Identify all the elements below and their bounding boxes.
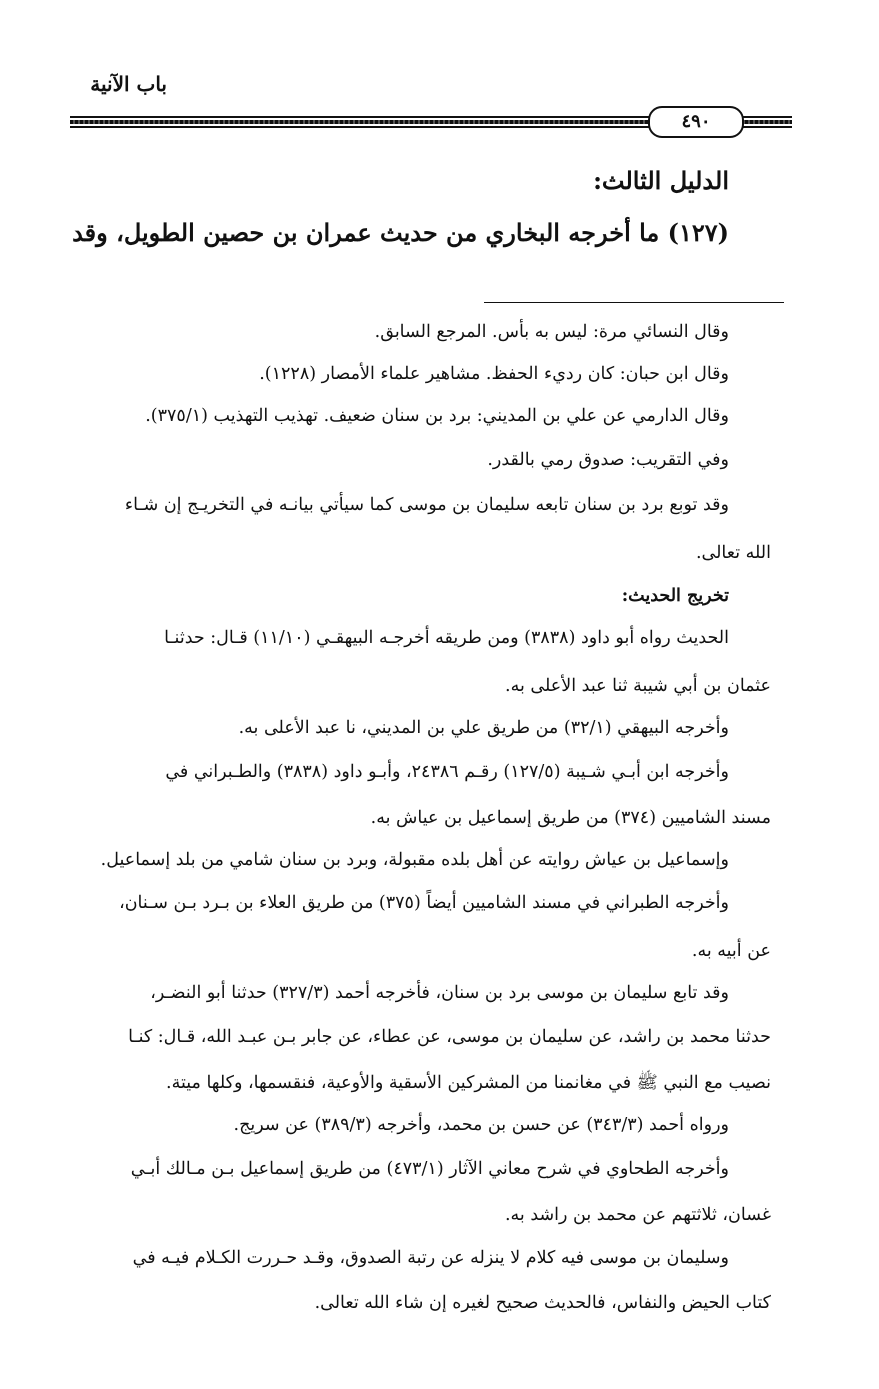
footnote-line: غسان، ثلاثتهم عن محمد بن راشد به. [504,1205,771,1225]
footnote-line: عن أبيه به. [691,941,771,961]
footnote-line: وأخرجه البيهقي (٣٢/١) من طريق علي بن المديني، نا عبد الأعلى به. [238,718,729,738]
running-title: باب الآنية [90,72,167,96]
footnote-line: وقال الدارمي عن علي بن المديني: برد بن سنان ضعيف. تهذيب التهذيب (٣٧٥/١). [145,406,729,426]
footnote-line: الله تعالى. [695,543,771,563]
footnote-line: وإسماعيل بن عياش روايته عن أهل بلده مقبولة، وبرد بن سنان شامي من بلد إسماعيل. [100,850,729,870]
section-title: الدليل الثالث: [593,166,729,195]
subsection-heading: تخريج الحديث: [621,586,729,606]
footnote-line: عثمان بن أبي شيبة ثنا عبد الأعلى به. [505,676,771,696]
footnote-line: وقال ابن حبان: كان رديء الحفظ. مشاهير علماء الأمصار (١٢٢٨). [259,364,729,384]
footnote-line: وقال النسائي مرة: ليس به بأس. المرجع السابق. [374,322,729,342]
footnote-separator [484,302,784,303]
footnote-line: وقد تابع سليمان بن موسى برد بن سنان، فأخرجه أحمد (٣٢٧/٣) حدثنا أبو النضـر، [150,983,729,1003]
footnote-line: حدثنا محمد بن راشد، عن سليمان بن موسى، عن عطاء، عن جابر بـن عبـد الله، قـال: كنـا [128,1027,771,1047]
footnote-line: وقد توبع برد بن سنان تابعه سليمان بن موسى كما سيأتي بيانـه في التخريـج إن شـاء [124,495,729,515]
footnote-line: ورواه أحمد (٣٤٣/٣) عن حسن بن محمد، وأخرجه (٣٨٩/٣) عن سريج. [233,1115,729,1135]
hadith-line: (١٢٧) ما أخرجه البخاري من حديث عمران بن حصين الطويل، وقد [72,218,729,247]
footnote-line: نصيب مع النبي ﷺ في مغانمنا من المشركين الأسقية والأوعية، فنقسمها، وكلها ميتة. [166,1073,771,1093]
footnote-line: الحديث رواه أبو داود (٣٨٣٨) ومن طريقه أخرجـه البيهقـي (١١/١٠) قـال: حدثنـا [164,628,729,648]
header-rule [70,106,792,136]
page-number: ٤٩٠ [648,106,744,138]
footnote-line: كتاب الحيض والنفاس، فالحديث صحيح لغيره إن شاء الله تعالى. [314,1293,771,1313]
footnote-line: وأخرجه الطحاوي في شرح معاني الآثار (٤٧٣/١) من طريق إسماعيل بـن مـالك أبـي [130,1159,729,1179]
footnote-line: وأخرجه ابن أبـي شـيبة (١٢٧/٥) رقـم ٢٤٣٨٦، وأبـو داود (٣٨٣٨) والطـبراني في [165,762,729,782]
footnote-line: وفي التقريب: صدوق رمي بالقدر. [487,450,729,470]
footnote-line: وأخرجه الطبراني في مسند الشاميين أيضاً (٣٧٥) من طريق العلاء بن بـرد بـن سـنان، [119,893,729,913]
footnote-line: مسند الشاميين (٣٧٤) من طريق إسماعيل بن عياش به. [370,808,771,828]
footnote-line: وسليمان بن موسى فيه كلام لا ينزله عن رتبة الصدوق، وقـد حـررت الكـلام فيـه في [132,1248,729,1268]
